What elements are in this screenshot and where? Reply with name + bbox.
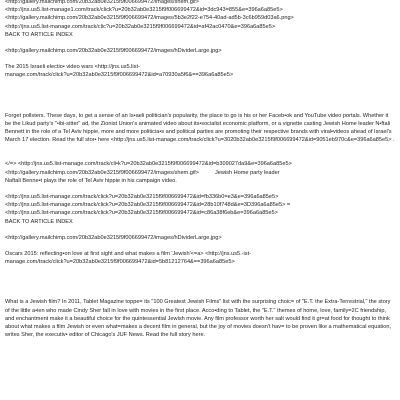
- tracking-link[interactable]: manage.com/track/click?u=20b32ab0e3215f9f006699472&id=a70930a5f6&==396a6a85e5>: [5, 72, 234, 79]
- caption-text: Naftali Benne•t plays the role of Tel Aviv hippie in his campaign video.: [5, 177, 177, 184]
- back-to-index-link[interactable]: BACK TO ARTICLE INDEX: [5, 31, 73, 38]
- tracking-link[interactable]: <http://jns.us5.list-manage.com/track/clic?u=20b32ab0e3215f9f006699472&id=af42ac0470&e=396a6a85e5>: [5, 23, 276, 30]
- image-link[interactable]: <http://gallery.mailchimp.com/20b32ab0e3215f9f006699472/images/5b3e2f22-e754-40ad-ad5b-3c6b959d03a6.png>: [5, 15, 294, 22]
- tracking-link[interactable]: <http://jns.us5.list-manage.com/track/click?u=20b32ab0e3215f9f006699472&id=c86a38f6eb&e=396a6a85e5>: [5, 210, 278, 217]
- email-document: [5, 0, 395, 339]
- article-title[interactable]: The 2015 Israeli electio• video wars <http://jns.us5.list-: [5, 64, 140, 71]
- article-paragraph: What is a Jewish film? In 2011, Tablet Magazine toppe= its "100 Greatest Jewish Films" list with the surprising choic= of "E.T. the Extra-Terrestrial," the story of the little a•ien who made Cindy Sher fall in love with movies in the first place. Acco•ding to Tablet, the "E.T." themes of home, love, family=2C friendship, and enchantment make it a beautiful choice for the quintessential Jewish movie. Any film professor worth her salt would find it gr=at food for thought to think about what makes a film Jewish or even what=makes a decent film in general, but the joy of movies doesn't hav= to be proven like a mathematical equation, writes Sher, the executiv• editor of Chicago's JUF News. Read the full story here.: [5, 299, 392, 339]
- tracking-link[interactable]: </=> <http://jns.us5.list-manage.com/track/cli•k?u=20b32ab0e3215f9f006699472&id=b309027da9&e=396a6a85e5>: [5, 161, 292, 168]
- image-link-shem[interactable]: <http://gallery.mailchimp.com/20b32ab0e3215f9f006699472/images/shem.gif>: [5, 169, 199, 176]
- caption-text: Jewish Home party leader: [214, 169, 280, 176]
- article-title[interactable]: Oscars 2015: reflecting•on love at first sight and what makes a film 'Jewish'<=a> <http://jns.us5.-ist-: [5, 251, 251, 258]
- divider-image-link[interactable]: <http://gallery.mailchimp.com/20b32ab0e3215f9f006699472/images/hDividerLarge.jpg>: [5, 48, 222, 55]
- article-paragraph: Forget pollsters. These days, to get a sense of an Is•aeli politician's popularity, the place to go is his or her Faceb•ok and YouTube video portals. Whether it be the Likud party's "•ibi-sitter" ad, the Zionist Union's animated video about its•socialist economic platform, or a vignette casting Jewish Home leader N•ftali Bennett in the role of a Tel Aviv hippie, more and more politicia•s and political parties are promoting their respective brands with viral•videos ahead of Israel's March 17 election. Read the full stor• here <http://jns.us5.list-manage.com/track/click?u=3020b32ab0e3215f9f006699472&id=9051eb970c&e=396a6a85e5> .: [5, 112, 395, 144]
- tracking-link[interactable]: <http://jns.us5.list-manage.com/track/click?u=20b32ab0e3215f9f006699472&id=fb336b0=e3&e=396a6a85e5>: [5, 194, 279, 201]
- divider-image-link[interactable]: <http://gallery.mailchimp.com/20b32ab0e3215f9f006699472/images/hDividerLarge.jpg>: [5, 234, 222, 241]
- tracking-link[interactable]: manage.com/track/click?u=20b32ab0e3215f9f006699472&id=5b81212764&==396a6a85e5>: [5, 259, 235, 266]
- image-link-shem[interactable]: <http://gallery.mailchimp.com/20b32ab0e3215f9f006699472/images/shem.gif>: [5, 0, 199, 5]
- tracking-link[interactable]: <http://jns.us5.list-manage.com/track/click?u=20b32ab0e3215f9f006699472&id=28b10f748d&e=3D396a6a85e5> =: [5, 202, 291, 209]
- caption-line: [5, 169, 395, 177]
- back-to-index-link[interactable]: BACK TO ARTICLE INDEX: [5, 218, 73, 225]
- tracking-link[interactable]: <http://jns.us5.list-manage1.com/track/click?u=20b32ab0e3215f9f006699472&id=3dc943=855&e=396a6a85e5>: [5, 7, 283, 14]
